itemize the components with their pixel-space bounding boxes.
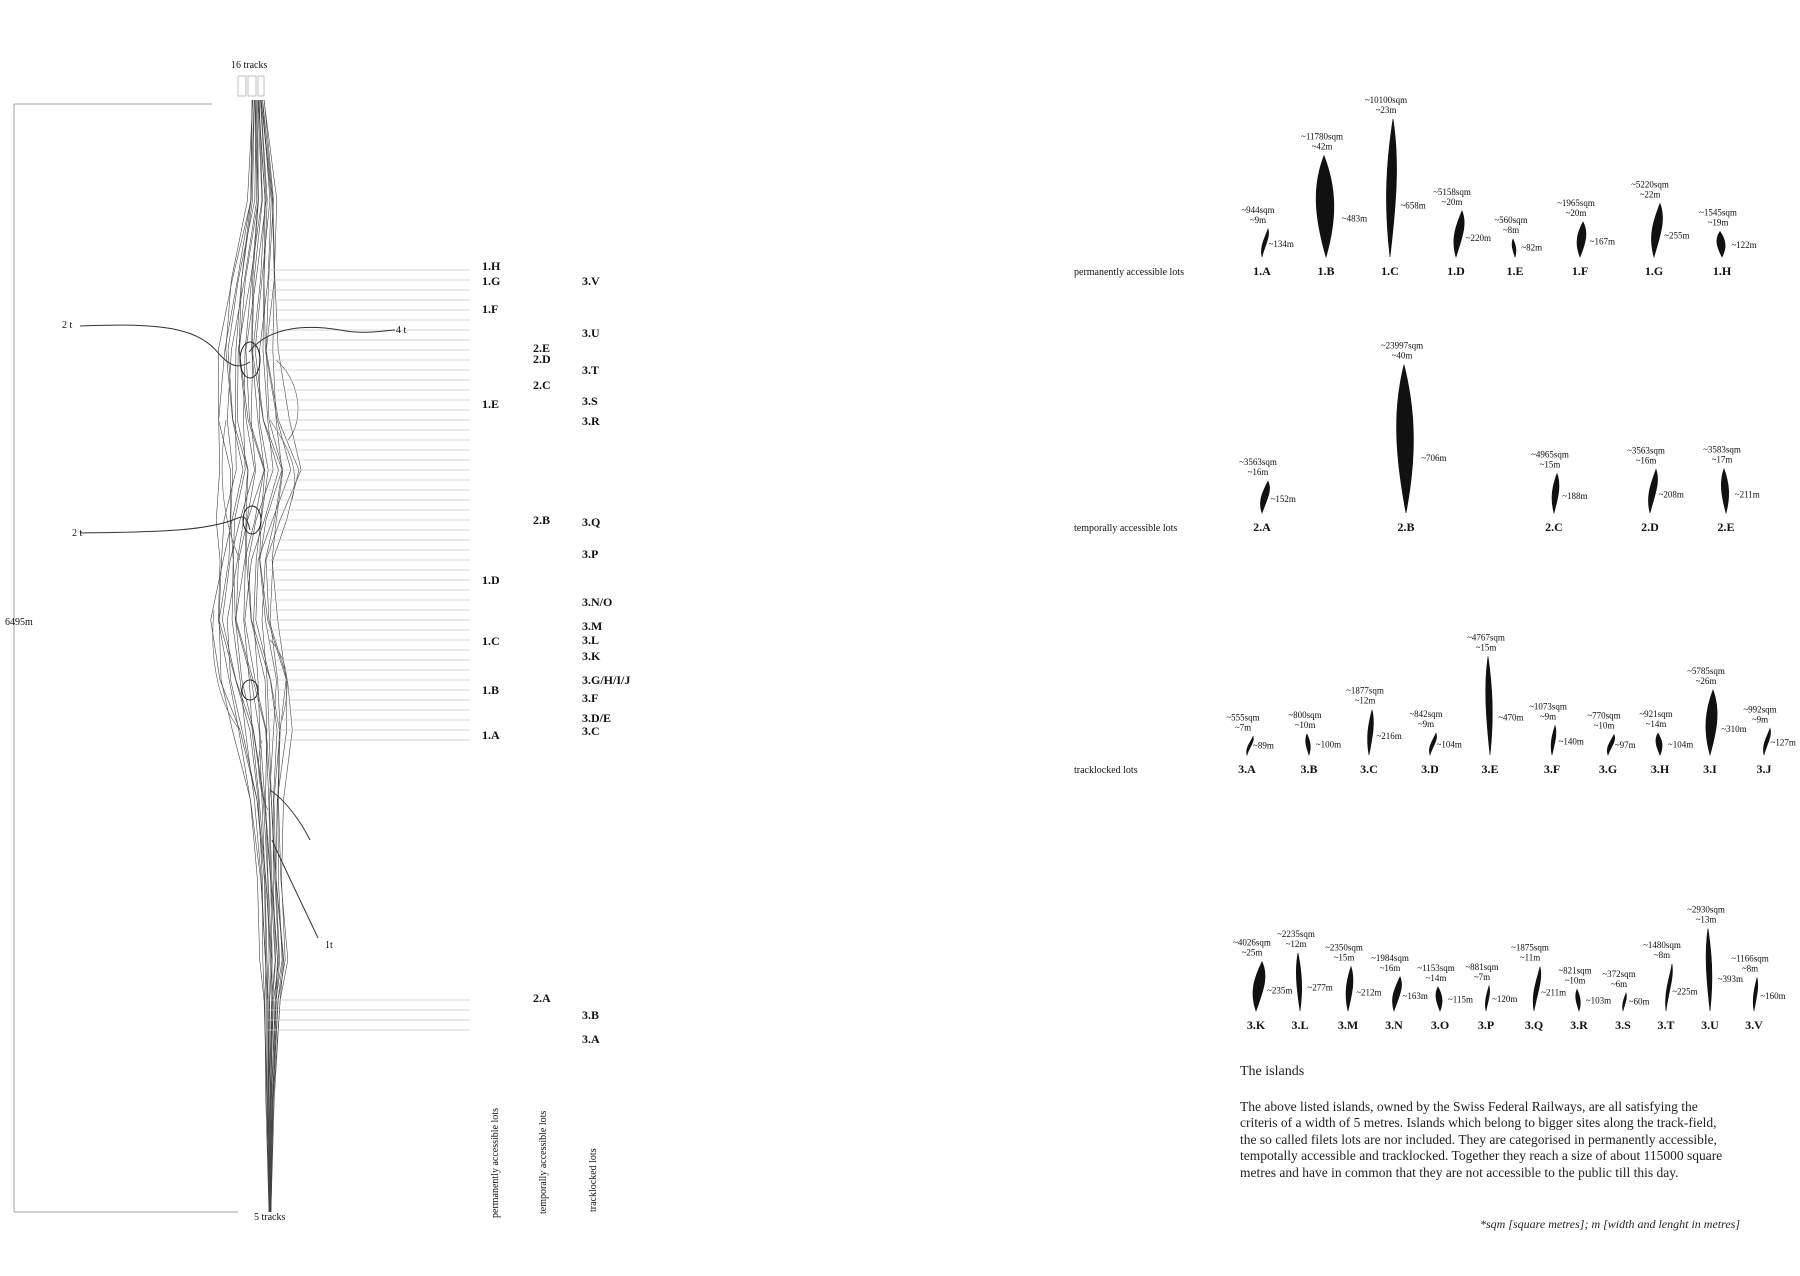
island-width: ~13m xyxy=(1695,914,1717,925)
island-lot xyxy=(1239,457,1296,534)
island-lot xyxy=(1627,445,1684,534)
map-marker: 3.U xyxy=(582,326,600,340)
island-area: ~921sqm xyxy=(1639,709,1673,720)
island-code: 1.E xyxy=(1506,264,1524,278)
map-marker: 3.A xyxy=(582,1032,600,1046)
island-length: ~104m xyxy=(1667,739,1694,750)
map-marker: 3.K xyxy=(582,649,601,663)
island-code: 3.E xyxy=(1481,762,1499,776)
island-length: ~208m xyxy=(1658,489,1684,500)
island-length: ~167m xyxy=(1589,236,1615,247)
map-marker: 3.F xyxy=(582,691,599,705)
island-area: ~1073sqm xyxy=(1529,701,1567,712)
island-area: ~555sqm xyxy=(1226,712,1260,723)
island-area: ~1166sqm xyxy=(1731,953,1769,964)
siding-line xyxy=(213,610,240,730)
map-column-label-temporary: temporally accessible lots xyxy=(538,1110,549,1214)
units-footnote: *sqm [square metres]; m [width and lenght in metres] xyxy=(1480,1217,1740,1231)
island-shape xyxy=(1346,966,1353,1011)
island-code: 3.O xyxy=(1430,1018,1450,1032)
island-length: ~115m xyxy=(1447,994,1473,1005)
lot-markers-tracklocked xyxy=(582,274,630,1046)
island-width: ~7m xyxy=(1234,722,1252,733)
map-marker: 3.P xyxy=(582,547,599,561)
island-lot xyxy=(1465,962,1517,1032)
island-area: ~4965sqm xyxy=(1531,449,1569,460)
island-code: 3.M xyxy=(1337,1018,1359,1032)
island-shape xyxy=(1552,474,1559,513)
island-width: ~14m xyxy=(1425,972,1447,983)
map-marker: 3.S xyxy=(582,394,598,408)
island-code: 2.C xyxy=(1545,520,1563,534)
island-code: 1.G xyxy=(1644,264,1664,278)
island-width: ~11m xyxy=(1519,952,1541,963)
lot-leader-lines xyxy=(268,270,470,1030)
island-length: ~220m xyxy=(1465,232,1491,243)
island-width: ~9m xyxy=(1417,719,1435,730)
island-length: ~255m xyxy=(1664,230,1690,241)
island-code: 2.E xyxy=(1717,520,1735,534)
island-code: 2.D xyxy=(1641,520,1659,534)
island-width: ~9m xyxy=(1751,714,1769,725)
island-code: 3.T xyxy=(1657,1018,1675,1032)
island-shape xyxy=(1368,710,1374,755)
island-shape xyxy=(1296,953,1301,1011)
island-lot xyxy=(1687,904,1743,1032)
island-code: 1.C xyxy=(1381,264,1399,278)
island-area: ~1545sqm xyxy=(1699,207,1737,218)
map-marker: 3.B xyxy=(582,1008,600,1022)
island-length: ~160m xyxy=(1760,991,1786,1002)
track-line xyxy=(246,100,278,1212)
island-length: ~310m xyxy=(1721,724,1747,735)
row-label: permanently accessible lots xyxy=(1074,267,1184,278)
island-length: ~152m xyxy=(1270,493,1296,504)
island-area: ~1965sqm xyxy=(1557,197,1595,208)
island-area: ~1875sqm xyxy=(1511,942,1549,953)
island-area: ~992sqm xyxy=(1743,704,1777,715)
map-marker: 3.M xyxy=(582,619,603,633)
island-shape xyxy=(1577,222,1586,257)
island-area: ~5785sqm xyxy=(1687,665,1725,676)
island-lot xyxy=(1226,712,1274,776)
island-lot xyxy=(1511,943,1566,1032)
island-rows xyxy=(1074,95,1796,1032)
island-lot xyxy=(1288,710,1341,776)
island-area: ~372sqm xyxy=(1602,969,1636,979)
island-code: 2.A xyxy=(1253,520,1271,534)
map-marker: 2.D xyxy=(533,352,551,366)
island-shape xyxy=(1306,734,1311,755)
island-area: ~2930sqm xyxy=(1687,904,1725,915)
island-length: ~89m xyxy=(1252,740,1274,751)
map-marker: 3.Q xyxy=(582,515,601,529)
island-code: 3.V xyxy=(1745,1018,1763,1032)
island-area: ~3563sqm xyxy=(1627,445,1665,456)
island-area: ~2350sqm xyxy=(1325,942,1363,953)
island-lot xyxy=(1433,187,1491,278)
island-row xyxy=(1074,341,1760,534)
island-code: 3.R xyxy=(1570,1018,1588,1032)
island-area: ~1480sqm xyxy=(1643,939,1681,950)
island-area: ~10100sqm xyxy=(1364,94,1408,105)
lot-markers-permanent xyxy=(482,259,501,742)
island-code: 3.D xyxy=(1421,762,1439,776)
island-shape xyxy=(1485,986,1489,1011)
island-width: ~16m xyxy=(1379,962,1401,973)
island-code: 3.I xyxy=(1703,762,1717,776)
island-length: ~97m xyxy=(1614,739,1636,750)
island-shape xyxy=(1607,735,1614,755)
island-width: ~10m xyxy=(1564,975,1586,986)
island-code: 2.B xyxy=(1397,520,1415,534)
island-width: ~40m xyxy=(1391,350,1413,361)
map-marker: 3.R xyxy=(582,414,600,428)
island-shape xyxy=(1721,469,1728,513)
island-shape xyxy=(1392,977,1401,1011)
map-marker: 1.H xyxy=(482,259,501,273)
island-shape xyxy=(1436,987,1442,1011)
map-marker: 2.E xyxy=(533,341,551,355)
map-marker: 1.C xyxy=(482,634,500,648)
map-marker: 1.A xyxy=(482,728,500,742)
map-column-label-permanent: permanently accessible lots xyxy=(490,1108,501,1218)
island-width: ~12m xyxy=(1285,938,1307,949)
island-lot xyxy=(1743,704,1796,776)
island-shape xyxy=(1551,726,1556,755)
length-bracket xyxy=(14,104,238,1212)
island-length: ~103m xyxy=(1585,995,1612,1006)
island-shape xyxy=(1706,690,1717,755)
island-width: ~20m xyxy=(1565,207,1587,218)
junction-mark xyxy=(240,342,260,378)
island-width: ~23m xyxy=(1375,104,1397,115)
island-width: ~10m xyxy=(1294,720,1316,730)
island-lot xyxy=(1301,132,1367,278)
island-shape xyxy=(1253,962,1265,1011)
island-area: ~560sqm xyxy=(1494,215,1528,225)
island-width: ~15m xyxy=(1333,952,1355,963)
island-lot xyxy=(1731,953,1785,1032)
island-length: ~277m xyxy=(1307,982,1333,993)
island-area: ~5158sqm xyxy=(1433,186,1471,197)
island-code: 3.P xyxy=(1477,1018,1495,1032)
island-shape xyxy=(1316,156,1334,257)
island-code: 3.B xyxy=(1300,762,1318,776)
top-tracks-label: 16 tracks xyxy=(231,60,268,71)
island-width: ~20m xyxy=(1441,196,1463,207)
island-shape xyxy=(1648,469,1657,513)
island-width: ~42m xyxy=(1311,141,1333,152)
island-area: ~881sqm xyxy=(1465,961,1499,972)
island-width: ~7m xyxy=(1473,971,1491,982)
island-shape xyxy=(1753,977,1758,1011)
island-lot xyxy=(1346,686,1402,776)
island-code: 3.A xyxy=(1238,762,1256,776)
lot-markers-temporary xyxy=(533,341,551,1005)
island-length: ~104m xyxy=(1436,739,1462,750)
island-row xyxy=(1074,95,1757,278)
island-code: 3.L xyxy=(1291,1018,1309,1032)
island-code: 3.K xyxy=(1246,1018,1266,1032)
island-shape xyxy=(1260,481,1269,513)
island-length: ~140m xyxy=(1558,736,1584,747)
island-area: ~1153sqm xyxy=(1417,962,1455,973)
branch-label-2t-upper: 2 t xyxy=(62,320,73,331)
island-code: 1.D xyxy=(1447,264,1465,278)
island-width: ~15m xyxy=(1539,459,1561,470)
track-field-map xyxy=(5,60,630,1223)
map-marker: 3.T xyxy=(582,363,600,377)
map-marker: 2.A xyxy=(533,991,551,1005)
island-length: ~658m xyxy=(1400,200,1426,211)
island-row xyxy=(1074,632,1796,776)
island-lot xyxy=(1381,341,1447,534)
island-width: ~25m xyxy=(1241,947,1263,958)
island-area: ~5220sqm xyxy=(1631,179,1669,190)
island-code: 1.F xyxy=(1571,264,1589,278)
island-shape xyxy=(1651,203,1662,257)
island-width: ~8m xyxy=(1741,963,1759,974)
island-lot xyxy=(1529,702,1584,776)
island-width: ~8m xyxy=(1653,949,1671,960)
island-row xyxy=(1233,904,1786,1032)
map-marker: 3.C xyxy=(582,724,600,738)
island-code: 1.B xyxy=(1317,264,1335,278)
island-shape xyxy=(1386,119,1396,257)
map-marker: 1.B xyxy=(482,683,500,697)
island-lot xyxy=(1241,205,1294,278)
island-code: 1.A xyxy=(1253,264,1271,278)
island-width: ~9m xyxy=(1249,214,1267,225)
island-length: ~706m xyxy=(1421,453,1447,464)
island-code: 1.H xyxy=(1712,264,1732,278)
map-marker: 3.G/H/I/J xyxy=(582,673,631,687)
island-code: 3.N xyxy=(1385,1018,1403,1032)
island-width: ~19m xyxy=(1707,217,1729,228)
map-marker: 1.E xyxy=(482,397,500,411)
island-area: ~3583sqm xyxy=(1703,444,1741,455)
map-marker: 1.D xyxy=(482,573,500,587)
island-width: ~15m xyxy=(1475,642,1497,653)
island-lot xyxy=(1643,940,1698,1032)
island-shape xyxy=(1533,967,1541,1011)
island-lot xyxy=(1467,632,1524,776)
island-lot xyxy=(1631,179,1689,278)
island-area: ~3563sqm xyxy=(1239,457,1277,468)
island-code: 3.F xyxy=(1543,762,1561,776)
island-code: 3.C xyxy=(1360,762,1378,776)
branch-label-1t: 1t xyxy=(325,940,333,951)
track-line xyxy=(219,100,269,1212)
island-area: ~944sqm xyxy=(1241,204,1275,215)
island-lot xyxy=(1531,450,1588,534)
island-length: ~163m xyxy=(1402,991,1428,1002)
island-length: ~216m xyxy=(1376,731,1402,742)
island-width: ~16m xyxy=(1635,455,1657,466)
description-title: The islands xyxy=(1240,1064,1305,1079)
island-code: 3.J xyxy=(1756,762,1772,776)
island-length: ~211m xyxy=(1734,489,1760,500)
branch-label-4t: 4 t xyxy=(396,325,407,336)
branch-label-2t-lower: 2 t xyxy=(72,528,83,539)
island-length: ~483m xyxy=(1341,213,1368,224)
island-lot xyxy=(1494,215,1542,278)
map-marker: 3.L xyxy=(582,633,600,647)
island-length: ~127m xyxy=(1770,737,1796,748)
island-shape xyxy=(1623,993,1627,1011)
island-shape xyxy=(1486,656,1493,755)
map-marker: 3.V xyxy=(582,274,600,288)
island-area: ~4026sqm xyxy=(1233,937,1271,948)
island-code: 3.S xyxy=(1615,1018,1631,1032)
island-width: ~9m xyxy=(1539,711,1557,722)
island-area: ~1984sqm xyxy=(1371,952,1409,963)
row-label: tracklocked lots xyxy=(1074,765,1138,776)
island-length: ~100m xyxy=(1315,739,1342,750)
island-lot xyxy=(1233,938,1292,1032)
island-width: ~16m xyxy=(1247,467,1269,478)
map-column-label-tracklocked: tracklocked lots xyxy=(588,1148,599,1212)
island-shape xyxy=(1429,733,1436,755)
island-code: 3.G xyxy=(1598,762,1618,776)
station-outline xyxy=(238,76,264,96)
island-lot xyxy=(1587,711,1635,776)
island-length: ~134m xyxy=(1268,239,1294,250)
island-length: ~470m xyxy=(1498,712,1524,723)
island-lot xyxy=(1699,207,1757,278)
island-shape xyxy=(1576,989,1581,1011)
island-code: 3.H xyxy=(1650,762,1670,776)
track-bundle xyxy=(211,100,301,1212)
map-marker: 3.D/E xyxy=(582,711,612,725)
island-width: ~26m xyxy=(1695,675,1717,686)
bottom-tracks-label: 5 tracks xyxy=(254,1212,286,1223)
island-length: ~120m xyxy=(1491,994,1518,1005)
island-area: ~11780sqm xyxy=(1300,131,1344,142)
island-width: ~10m xyxy=(1593,720,1615,731)
length-label: 6495m xyxy=(5,617,33,628)
island-area: ~2235sqm xyxy=(1277,928,1315,939)
island-length: ~82m xyxy=(1521,242,1543,253)
island-lot xyxy=(1639,709,1693,776)
island-lot xyxy=(1409,709,1462,776)
island-width: ~12m xyxy=(1354,695,1376,706)
island-shape xyxy=(1763,728,1770,755)
island-area: ~4767sqm xyxy=(1467,632,1505,643)
island-length: ~393m xyxy=(1717,974,1744,985)
island-lot xyxy=(1557,198,1615,278)
island-length: ~235m xyxy=(1267,985,1293,996)
island-shape xyxy=(1454,211,1464,257)
island-length: ~212m xyxy=(1356,987,1382,998)
map-marker: 1.G xyxy=(482,274,501,288)
island-lot xyxy=(1703,445,1760,534)
island-length: ~211m xyxy=(1541,987,1567,998)
island-length: ~122m xyxy=(1731,240,1757,251)
island-area: ~842sqm xyxy=(1409,709,1443,720)
island-length: ~188m xyxy=(1562,491,1588,502)
row-label: temporally accessible lots xyxy=(1074,523,1178,534)
island-lot xyxy=(1687,666,1747,776)
map-marker: 1.F xyxy=(482,302,499,316)
map-marker: 3.N/O xyxy=(582,595,613,609)
island-area: ~1877sqm xyxy=(1346,685,1384,696)
description-block xyxy=(1240,1064,1728,1181)
island-width: ~17m xyxy=(1711,454,1733,465)
island-lot xyxy=(1365,95,1426,278)
island-area: ~770sqm xyxy=(1587,710,1621,721)
island-area: ~800sqm xyxy=(1288,710,1322,720)
island-area: ~821sqm xyxy=(1558,965,1592,976)
island-shape xyxy=(1706,928,1712,1011)
island-shape xyxy=(1261,229,1268,257)
island-length: ~225m xyxy=(1672,986,1698,997)
map-marker: 2.B xyxy=(533,513,551,527)
island-width: ~14m xyxy=(1645,719,1667,730)
island-shape xyxy=(1397,365,1414,513)
map-marker: 2.C xyxy=(533,378,551,392)
description-body: The above listed islands, owned by the Swiss Federal Railways, are all satisfying the criteris of a width of 5 metres. Islands which belong to bigger sites along the track-field, the so called filets lots are nor included. They are categorised in permanently accessible, tempotally accessible and tracklocked. Together they reach a size of about 115000 square metres and have in common that they are not accessible to the public till this day. xyxy=(1240,1098,1723,1180)
island-width: ~8m xyxy=(1502,225,1520,235)
island-code: 3.U xyxy=(1701,1018,1719,1032)
island-code: 3.Q xyxy=(1524,1018,1544,1032)
island-width: ~22m xyxy=(1639,189,1661,200)
island-length: ~60m xyxy=(1628,996,1650,1007)
island-shape xyxy=(1656,733,1662,755)
island-shape xyxy=(1512,239,1516,257)
island-area: ~23997sqm xyxy=(1380,340,1424,351)
island-width: ~6m xyxy=(1610,979,1628,989)
island-shape xyxy=(1717,231,1725,257)
